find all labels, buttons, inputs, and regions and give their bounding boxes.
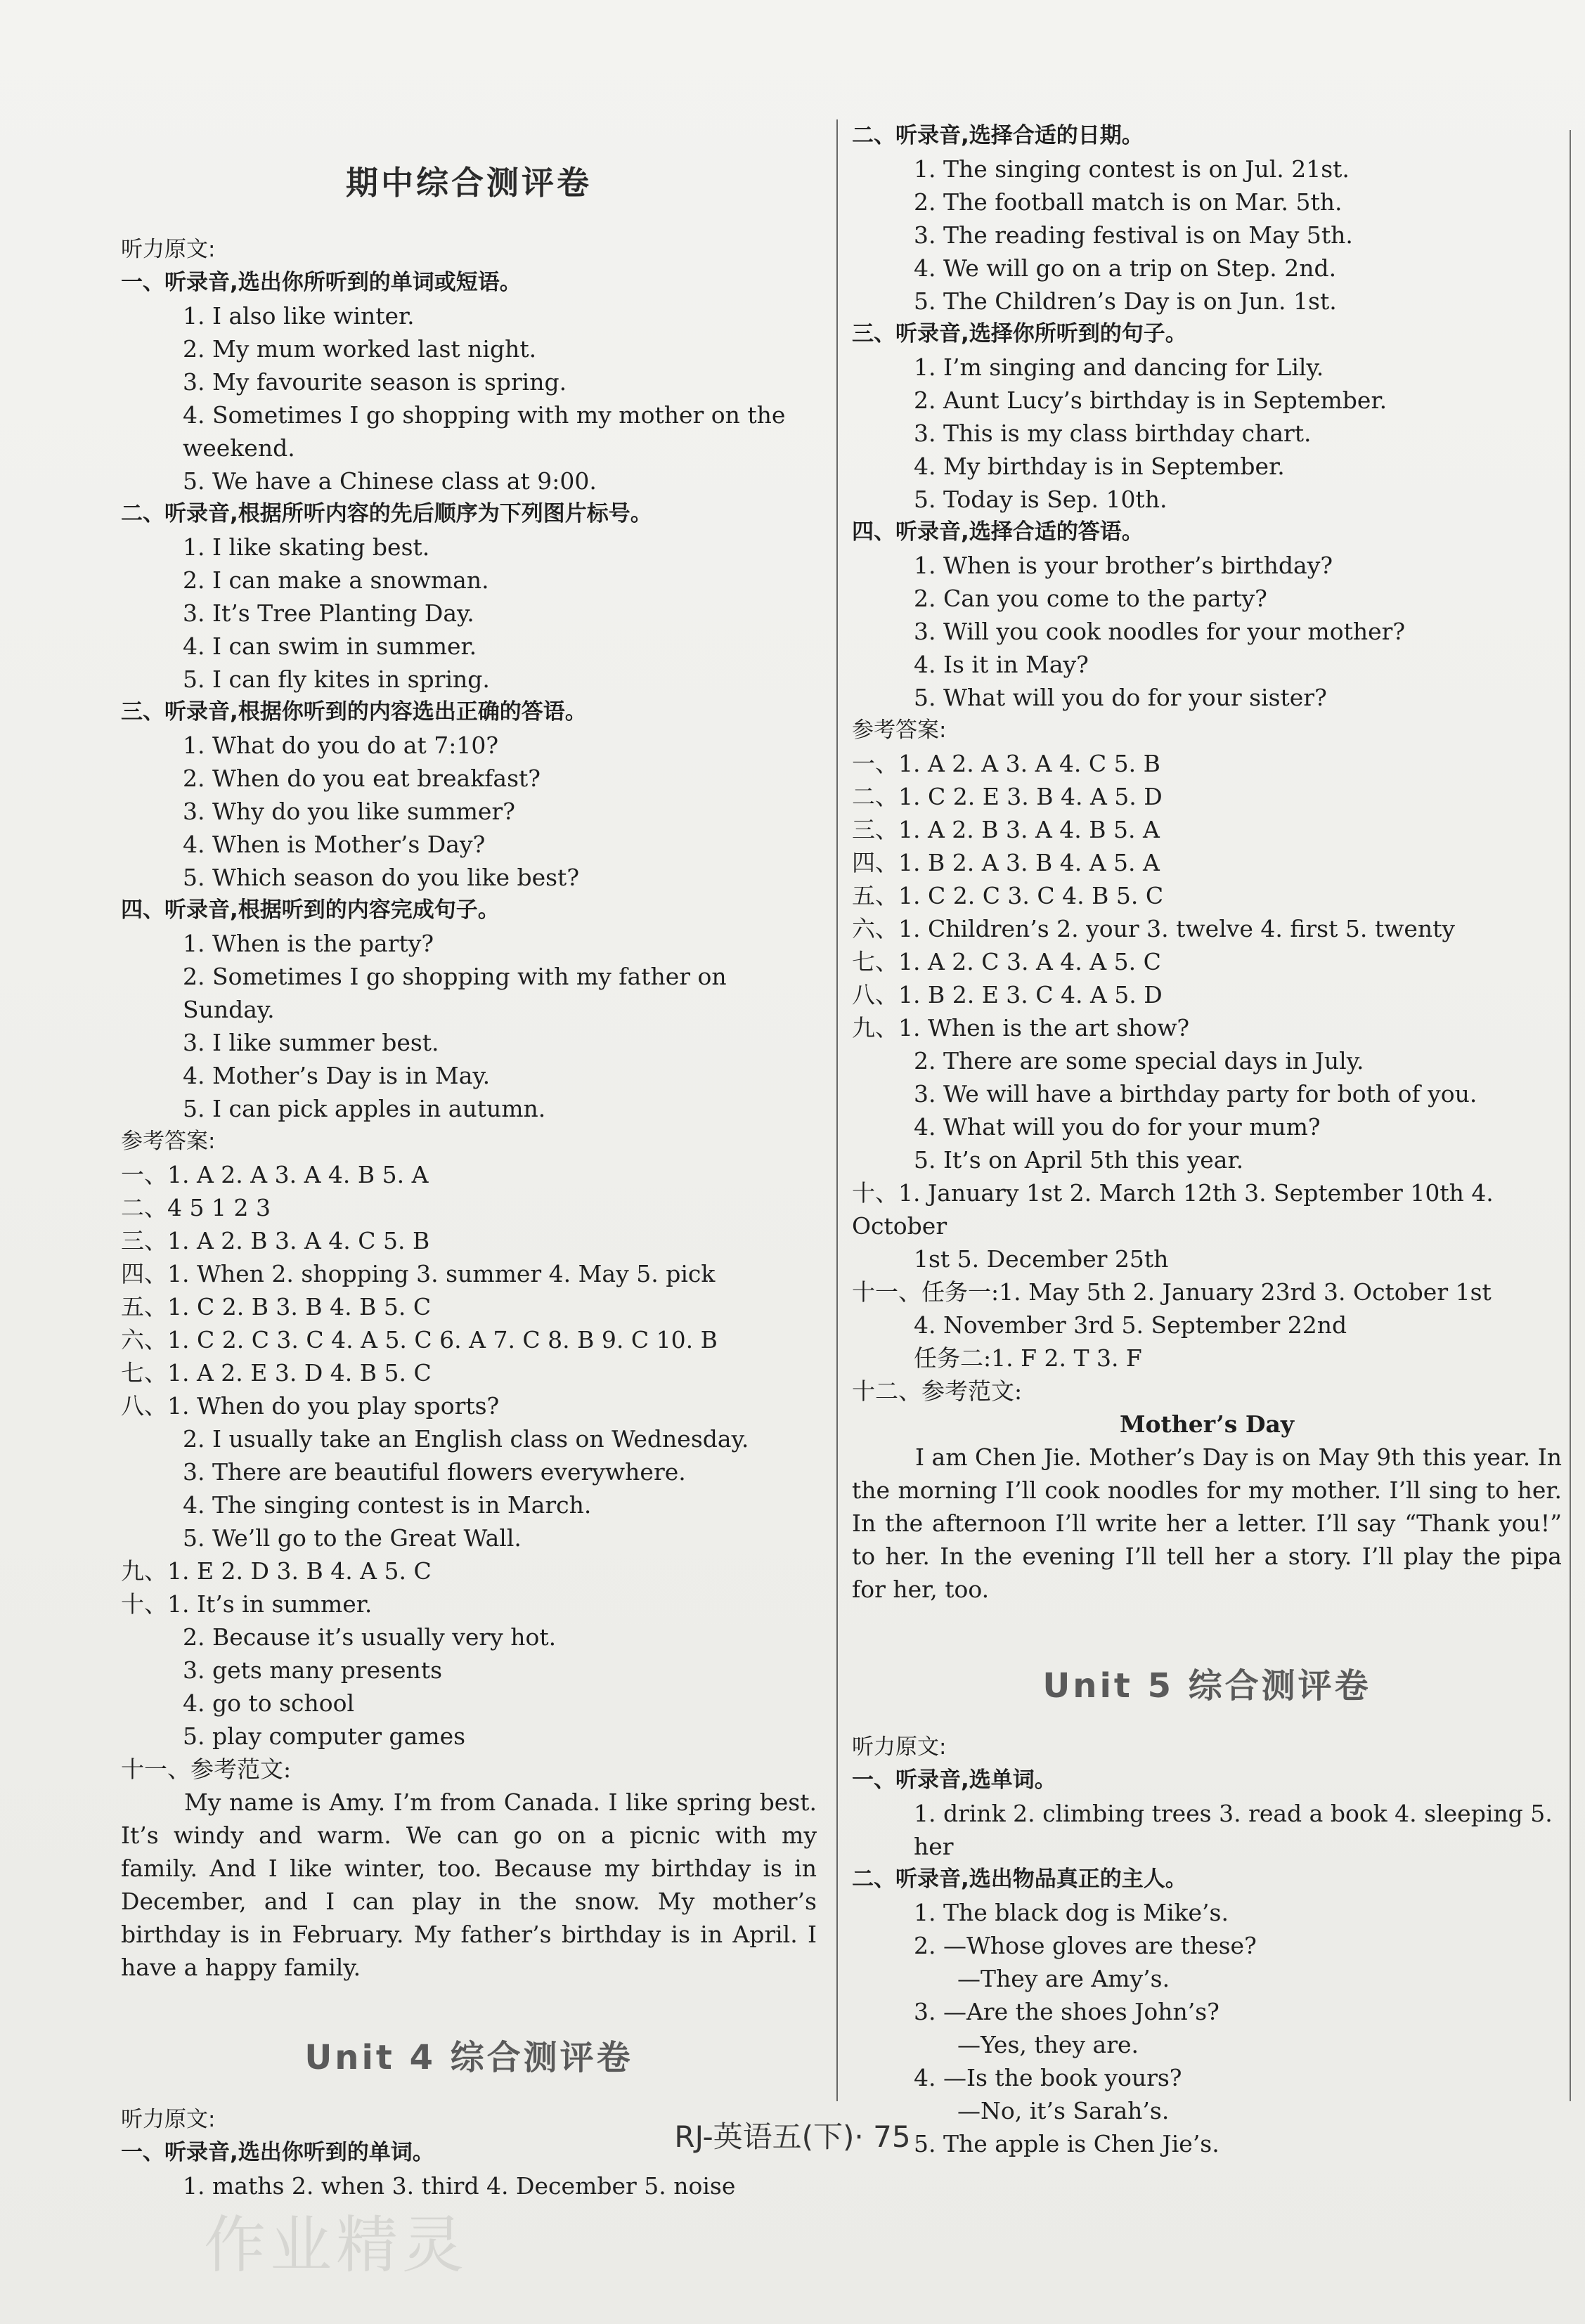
dialogue-reply: —Yes, they are. <box>957 2031 1139 2058</box>
right-content <box>852 119 1562 1606</box>
right-border-line <box>1570 130 1571 2101</box>
section-heading: 四、听录音,根据听到的内容完成句子。 <box>121 897 500 923</box>
sample-essay: I am Chen Jie. Mother’s Day is on May 9th this year. In the morning I’ll cook noodles for my mother. I’ll sing to her. In the afternoon I’ll write her a letter. I’ll say “Thank you!” to her. In the evening I’ll tell her a story. I’ll play the pipa for her, too. <box>852 1443 1562 1603</box>
dialogue-reply: —No, it’s Sarah’s. <box>957 2097 1170 2124</box>
answer-line: 十一、参考范文: <box>121 1755 292 1783</box>
answer-line: 十、1. January 1st 2. March 12th 3. September 10th 4. October <box>852 1179 1494 1240</box>
list-item: 5. What will you do for your sister? <box>914 684 1327 711</box>
list-item: 5. I can pick apples in autumn. <box>183 1095 546 1122</box>
left-content <box>121 233 817 1984</box>
list-item: 1. I’m singing and dancing for Lily. <box>914 353 1324 381</box>
unit5-title: Unit 5 综合测评卷 <box>1042 1666 1371 1706</box>
list-item: 2. The football match is on Mar. 5th. <box>914 188 1343 216</box>
list-item: 4. The singing contest is in March. <box>183 1491 592 1519</box>
list-item: 5. It’s on April 5th this year. <box>914 1146 1244 1174</box>
list-item: 4. I can swim in summer. <box>183 632 477 660</box>
list-item: 3. There are beautiful flowers everywhere. <box>183 1458 686 1486</box>
section-heading: 三、听录音,选择你所听到的句子。 <box>852 321 1187 346</box>
list-item: 1. I like skating best. <box>183 533 430 561</box>
list-item: 4. What will you do for your mum? <box>914 1113 1321 1141</box>
list-item: 4. go to school <box>183 1689 355 1717</box>
section-heading: 四、听录音,选择合适的答语。 <box>852 519 1144 545</box>
list-item: 1. The black dog is Mike’s. <box>914 1899 1229 1926</box>
list-item: 1. I also like winter. <box>183 302 415 330</box>
list-item: 2. My mum worked last night. <box>183 335 537 363</box>
section-label: 听力原文: <box>852 1734 947 1760</box>
list-item: 4. Is it in May? <box>914 651 1089 678</box>
list-item: 5. Today is Sep. 10th. <box>914 486 1167 513</box>
section-label: 参考答案: <box>121 1129 216 1154</box>
list-item: 3. My favourite season is spring. <box>183 368 567 396</box>
answer-line: 九、1. E 2. D 3. B 4. A 5. C <box>121 1557 432 1585</box>
list-item: 2. There are some special days in July. <box>914 1047 1364 1075</box>
list-item: 4. —Is the book yours? <box>914 2064 1182 2091</box>
section-heading: 一、听录音,选单词。 <box>852 1767 1056 1793</box>
list-item: 3. It’s Tree Planting Day. <box>183 599 474 627</box>
answer-line: 三、1. A 2. B 3. A 4. C 5. B <box>121 1227 430 1254</box>
right-column <box>852 119 1562 2160</box>
list-item: 2. I usually take an English class on Wednesday. <box>183 1425 749 1453</box>
answer-line: 二、1. C 2. E 3. B 4. A 5. D <box>852 783 1163 810</box>
page-footer: RJ-英语五(下)· 75 <box>674 2119 911 2154</box>
answer-line: 九、1. When is the art show? <box>852 1014 1190 1041</box>
list-item: 3. gets many presents <box>183 1656 443 1684</box>
answer-line: 四、1. B 2. A 3. B 4. A 5. A <box>852 849 1160 876</box>
section-label: 参考答案: <box>852 718 947 743</box>
list-item: 5. We’ll go to the Great Wall. <box>183 1524 522 1552</box>
answer-line: 五、1. C 2. B 3. B 4. B 5. C <box>121 1293 432 1320</box>
list-item: 3. The reading festival is on May 5th. <box>914 221 1353 249</box>
section-label: 听力原文: <box>121 237 216 262</box>
midterm-title: 期中综合测评卷 <box>346 164 592 202</box>
list-item: 4. Mother’s Day is in May. <box>183 1062 491 1089</box>
section-heading: 二、听录音,选择合适的日期。 <box>852 123 1144 148</box>
answer-line: 七、1. A 2. E 3. D 4. B 5. C <box>121 1359 432 1387</box>
list-item: 3. We will have a birthday party for both of you. <box>914 1080 1477 1108</box>
answer-line-continued: 1st 5. December 25th <box>914 1245 1169 1273</box>
answer-line: 二、4 5 1 2 3 <box>121 1194 271 1221</box>
list-item: 5. I can fly kites in spring. <box>183 666 490 693</box>
essay-title: Mother’s Day <box>1119 1410 1295 1438</box>
answer-line: 五、1. C 2. C 3. C 4. B 5. C <box>852 882 1164 909</box>
unit5-content <box>852 1731 1562 2160</box>
list-item: 4. We will go on a trip on Step. 2nd. <box>914 254 1337 282</box>
answer-line: 一、1. A 2. A 3. A 4. C 5. B <box>852 750 1160 777</box>
answer-line: 十二、参考范文: <box>852 1377 1023 1405</box>
list-item: 1. What do you do at 7:10? <box>183 732 499 759</box>
list-item: 5. play computer games <box>183 1722 466 1750</box>
left-column <box>121 119 817 2202</box>
section-label: 听力原文: <box>121 2107 216 2132</box>
list-item: 3. This is my class birthday chart. <box>914 420 1312 447</box>
list-item: 5. The apple is Chen Jie’s. <box>914 2130 1220 2157</box>
answer-line: 一、1. A 2. A 3. A 4. B 5. A <box>121 1161 429 1188</box>
section-heading: 一、听录音,选出你听到的单词。 <box>121 2140 434 2165</box>
section-heading: 二、听录音,根据所听内容的先后顺序为下列图片标号。 <box>121 501 652 526</box>
section-heading: 二、听录音,选出物品真正的主人。 <box>852 1867 1187 1892</box>
answer-line: 七、1. A 2. C 3. A 4. A 5. C <box>852 948 1161 975</box>
answer-line: 八、1. B 2. E 3. C 4. A 5. D <box>852 981 1163 1008</box>
list-item: 任务二:1. F 2. T 3. F <box>914 1344 1142 1372</box>
list-item: 4. November 3rd 5. September 22nd <box>914 1311 1347 1339</box>
dialogue-reply: —They are Amy’s. <box>957 1965 1170 1992</box>
list-item: 2. Because it’s usually very hot. <box>183 1623 557 1651</box>
list-item: 5. Which season do you like best? <box>183 864 580 891</box>
list-item: 2. Sometimes I go shopping with my father on Sunday. <box>183 963 727 1023</box>
list-item: 1. When is your brother’s birthday? <box>914 552 1333 579</box>
list-item: 4. Sometimes I go shopping with my mother on the weekend. <box>183 401 786 462</box>
watermark-text: 作业精灵 <box>204 2209 469 2281</box>
answer-line: 十、1. It’s in summer. <box>121 1590 373 1618</box>
list-item: 2. I can make a snowman. <box>183 566 489 594</box>
sample-essay: My name is Amy. I’m from Canada. I like spring best. It’s windy and warm. We can go on a picnic with my family. And I like winter, too. Because my birthday is in December, and I can play in the snow. My mother’s birthday is in February. My father’s birthday is in April. I have a happy family. <box>121 1789 817 1981</box>
answer-line: 六、1. Children’s 2. your 3. twelve 4. first 5. twenty <box>852 915 1456 942</box>
answer-line: 三、1. A 2. B 3. A 4. B 5. A <box>852 816 1160 843</box>
list-item: 2. When do you eat breakfast? <box>183 765 541 792</box>
unit4-title: Unit 4 综合测评卷 <box>304 2038 633 2077</box>
answer-line: 四、1. When 2. shopping 3. summer 4. May 5. pick <box>121 1260 716 1287</box>
list-item: 1. When is the party? <box>183 930 434 957</box>
answer-line: 八、1. When do you play sports? <box>121 1392 500 1420</box>
list-item: 2. Can you come to the party? <box>914 585 1267 612</box>
list-item: 3. —Are the shoes John’s? <box>914 1998 1220 2025</box>
list-item: 5. The Children’s Day is on Jun. 1st. <box>914 287 1337 315</box>
column-divider <box>836 119 838 2101</box>
answer-line: 六、1. C 2. C 3. C 4. A 5. C 6. A 7. C 8. B 9. C 10. B <box>121 1326 718 1353</box>
list-item: 4. When is Mother’s Day? <box>183 831 486 858</box>
list-item: 1. drink 2. climbing trees 3. read a book 4. sleeping 5. her <box>914 1800 1553 1860</box>
list-item: 3. Will you cook noodles for your mother? <box>914 618 1406 645</box>
list-item: 4. My birthday is in September. <box>914 453 1285 480</box>
list-item: 5. We have a Chinese class at 9:00. <box>183 467 597 495</box>
list-item: 2. —Whose gloves are these? <box>914 1932 1257 1959</box>
section-heading: 三、听录音,根据你听到的内容选出正确的答语。 <box>121 699 587 725</box>
list-item: 1. maths 2. when 3. third 4. December 5. noise <box>183 2172 736 2200</box>
list-item: 1. The singing contest is on Jul. 21st. <box>914 155 1350 183</box>
list-item: 3. Why do you like summer? <box>183 798 515 825</box>
list-item: 2. Aunt Lucy’s birthday is in September. <box>914 387 1387 414</box>
answer-line: 十一、任务一:1. May 5th 2. January 23rd 3. October 1st <box>852 1278 1492 1306</box>
section-heading: 一、听录音,选出你所听到的单词或短语。 <box>121 270 522 295</box>
list-item: 3. I like summer best. <box>183 1029 439 1056</box>
